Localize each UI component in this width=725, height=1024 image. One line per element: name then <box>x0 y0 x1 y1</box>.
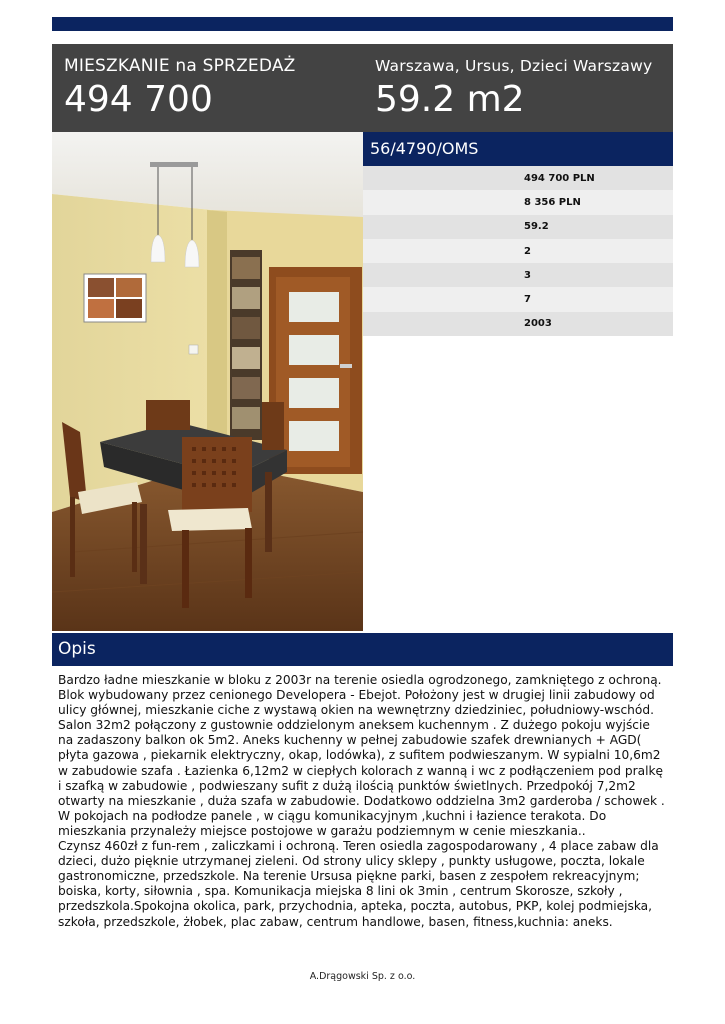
description-text: Bardzo ładne mieszkanie w bloku z 2003r na terenie osiedla ogrodzonego, zamkniętego z ochroną. Blok wybudowany przez cenionego Developera - Ebejot. Położony jest w drugiej linii zabudowy od ulicy głównej, mieszkanie ciche z wystawą okien na wewnętrzny dziedziniec, południowy-wschód. Salon 32m2 połączony z gustownie oddzielonym aneksem kuchennym . Z dużego pokoju wyjście na zadaszony balkon ok 5m2. Aneks kuchenny w pełnej zabudowie szafek drewnianych + AGD( płyta gazowa , piekarnik elektryczny, okap, lodówka), z sufitem podwieszanym. W sypialni 10,6m2 w zabudowie szafa . Łazienka 6,12m2 w ciepłych kolorach z wanną i wc z podłączeniem pod pralkę i szafką w zabudowie , podwieszany sufit z dużą ilością punktów świetlnych. Przedpokój 7,2m2 otwarty na mieszkanie , duża szafa w zabudowie. Dodatkowo oddzielna 3m2 garderoba / schowek . W pokojach na podłodze panele , w ciągu komunikacyjnym ,kuchni i łazience terakota. Do mieszkania przynależy miejsce postojowe w garażu podziemnym w cenie mieszkania.. Czynsz 460zł z fun-rem , zaliczkami i ochroną. Teren osiedla zagospodarowany , 4 place zabaw dla dzieci, dużo pięknie utrzymanej zieleni. Od strony ulicy sklepy , punkty usługowe, poczta, lokale gastronomiczne, przedszkole. Na terenie Ursusa piękne parki, basen z zespołem rekreacyjnym; boiska, korty, siłownia , spa. Komunikacja miejska 8 lini ok 3min , centrum Skorosze, szkoły , przedszkola.Spokojna okolica, park, przychodnia, apteka, poczta, autobus, PKP, kolej podmiejska, szkoła, przedszkole, żłobek, plac zabaw, centrum handlowe, basen, fitness,kuchnia: aneks. <box>58 673 665 929</box>
location: Warszawa, Ursus, Dzieci Warszawy <box>375 57 653 75</box>
description-heading: Opis <box>52 633 673 666</box>
area: 59.2 m2 <box>375 79 525 120</box>
param-row-area <box>363 215 673 239</box>
param-row-year <box>363 312 673 336</box>
param-row-price <box>363 166 673 190</box>
param-value: 7 <box>524 294 531 306</box>
footer-company: A.Drągowski Sp. z o.o. <box>309 971 416 982</box>
param-value: 8 356 PLN <box>524 196 581 208</box>
param-row-rooms <box>363 239 673 263</box>
header-left <box>64 56 296 120</box>
top-stripe <box>52 17 673 31</box>
param-row-price-per-m2 <box>363 190 673 214</box>
param-value: 3 <box>524 269 531 281</box>
price: 494 700 <box>64 79 213 120</box>
param-value: 494 700 PLN <box>524 172 595 184</box>
param-value: 59.2 <box>524 221 549 233</box>
listing-header <box>52 44 673 132</box>
params-table <box>363 166 673 336</box>
param-row-floors-total <box>363 287 673 311</box>
header-right <box>375 56 652 120</box>
param-value: 2003 <box>524 318 552 330</box>
offer-type: MIESZKANIE na SPRZEDAŻ <box>64 56 296 76</box>
reference-number: 56/4790/OMS <box>363 132 673 166</box>
apartment-photo <box>52 132 363 631</box>
param-value: 2 <box>524 245 531 257</box>
param-row-floor <box>363 263 673 287</box>
